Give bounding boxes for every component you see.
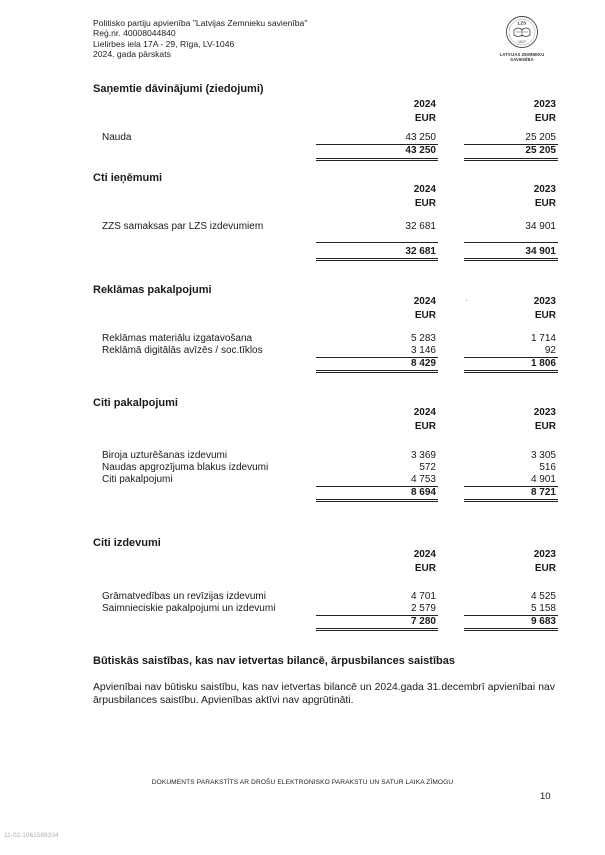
column-currency-2023: EUR	[534, 113, 556, 124]
header-reg-number: Reģ.nr. 40008044840	[93, 28, 176, 39]
column-year-2024: 2024	[413, 296, 436, 307]
column-year-2023: 2023	[533, 407, 556, 418]
value-2024: 572	[419, 462, 436, 473]
value-2024: 4 753	[410, 474, 436, 485]
header-org-name: Politisko partiju apvienība "Latvijas Zemnieku savienība"	[93, 18, 308, 28]
value-2023: 4 525	[530, 591, 556, 602]
column-year-2024: 2024	[413, 549, 436, 560]
value-2024: 2 579	[410, 603, 436, 614]
logo-year: 1917	[518, 40, 526, 44]
column-currency-2024: EUR	[414, 113, 436, 124]
total-2023: 34 901	[525, 246, 556, 257]
section-title: Saņemtie dāvinājumi (ziedojumi)	[93, 83, 264, 95]
total-2023: 9 683	[530, 616, 556, 627]
logo-name-line1: LATVIJAS ZEMNIEKU	[499, 52, 545, 57]
row-label: Biroja uzturēšanas izdevumi	[102, 450, 228, 461]
value-2023: 3 305	[530, 450, 556, 461]
row-label: Saimnieciskie pakalpojumi un izdevumi	[102, 603, 276, 614]
value-2023: 1 714	[530, 333, 556, 344]
row-label: Reklāmas materiālu izgatavošana	[102, 333, 253, 344]
total-double-rule	[316, 370, 438, 373]
column-currency-2023: EUR	[534, 198, 556, 209]
row-label: Citi pakalpojumi	[102, 474, 173, 485]
total-double-rule	[316, 258, 438, 261]
off-balance-note-title: Būtiskās saistības, kas nav ietvertas bilancē, ārpusbilances saistības	[93, 655, 455, 667]
section-title: Citi izdevumi	[93, 537, 161, 549]
column-year-2024: 2024	[413, 184, 436, 195]
total-2023: 1 806	[530, 358, 556, 369]
column-currency-2024: EUR	[414, 421, 436, 432]
total-2024: 8 694	[410, 487, 436, 498]
logo-caption	[490, 52, 554, 62]
section-title: Citi pakalpojumi	[93, 397, 178, 409]
total-double-rule	[316, 499, 438, 502]
column-year-2023: 2023	[533, 296, 556, 307]
logo-emblem-text: LZS	[517, 20, 527, 26]
total-2024: 8 429	[410, 358, 436, 369]
document-id: 11-02-1061569334	[4, 832, 59, 839]
section-title: Cti ieņēmumi	[93, 172, 163, 184]
value-2023: 25 205	[525, 132, 556, 143]
value-2023: 92	[544, 345, 556, 356]
total-2023: 25 205	[525, 145, 556, 156]
header-address: Lielirbes iela 17A - 29, Rīga, LV-1046	[93, 38, 235, 49]
logo-name-line2: SAVIENĪBA	[510, 57, 534, 62]
off-balance-note-body: Apvienībai nav būtisku saistību, kas nav ietvertas bilancē un 2024.gada 31.decembrī apvienībai nav ārpusbilances saistību. Apvienības aktīvi nav apgrūtināti.	[93, 682, 555, 706]
value-2024: 4 701	[410, 591, 436, 602]
value-2024: 5 283	[410, 333, 436, 344]
column-year-2023: 2023	[533, 184, 556, 195]
value-2023: 34 901	[525, 221, 556, 232]
column-currency-2024: EUR	[414, 563, 436, 574]
value-2024: 43 250	[405, 132, 436, 143]
value-2023: 516	[539, 462, 556, 473]
total-double-rule	[464, 628, 558, 631]
column-year-2023: 2023	[533, 99, 556, 110]
total-2024: 32 681	[405, 246, 436, 257]
subtotal-rule	[464, 242, 558, 243]
column-year-2023: 2023	[533, 549, 556, 560]
header-report-year: 2024. gada pārskats	[93, 49, 171, 60]
column-year-2024: 2024	[413, 407, 436, 418]
section-title: Reklāmas pakalpojumi	[93, 284, 212, 296]
row-label: Nauda	[102, 132, 132, 143]
column-currency-2024: EUR	[414, 198, 436, 209]
row-label: Reklāmā digitālās avīzēs / soc.tīklos	[102, 345, 263, 356]
row-label: Naudas apgrozījuma blakus izdevumi	[102, 462, 269, 473]
report-header	[93, 18, 307, 60]
row-label: ZZS samaksas par LZS izdevumiem	[102, 221, 264, 232]
column-currency-2023: EUR	[534, 563, 556, 574]
total-double-rule	[464, 370, 558, 373]
row-label: Grāmatvedības un revīzijas izdevumi	[102, 591, 266, 602]
scan-speck	[466, 300, 467, 301]
value-2024: 3 369	[410, 450, 436, 461]
subtotal-rule	[316, 242, 438, 243]
total-double-rule	[464, 499, 558, 502]
total-2024: 7 280	[410, 616, 436, 627]
value-2024: 32 681	[405, 221, 436, 232]
total-double-rule	[316, 628, 438, 631]
value-2024: 3 146	[410, 345, 436, 356]
total-2024: 43 250	[405, 145, 436, 156]
value-2023: 4 901	[530, 474, 556, 485]
total-double-rule	[316, 158, 438, 161]
total-2023: 8 721	[530, 487, 556, 498]
signature-footer: DOKUMENTS PARAKSTĪTS AR DROŠU ELEKTRONISKO PARAKSTU UN SATUR LAIKA ZĪMOGU	[151, 779, 454, 786]
column-currency-2024: EUR	[414, 310, 436, 321]
column-year-2024: 2024	[413, 99, 436, 110]
page-number: 10	[540, 791, 551, 802]
total-double-rule	[464, 258, 558, 261]
total-double-rule	[464, 158, 558, 161]
value-2023: 5 158	[530, 603, 556, 614]
column-currency-2023: EUR	[534, 421, 556, 432]
column-currency-2023: EUR	[534, 310, 556, 321]
